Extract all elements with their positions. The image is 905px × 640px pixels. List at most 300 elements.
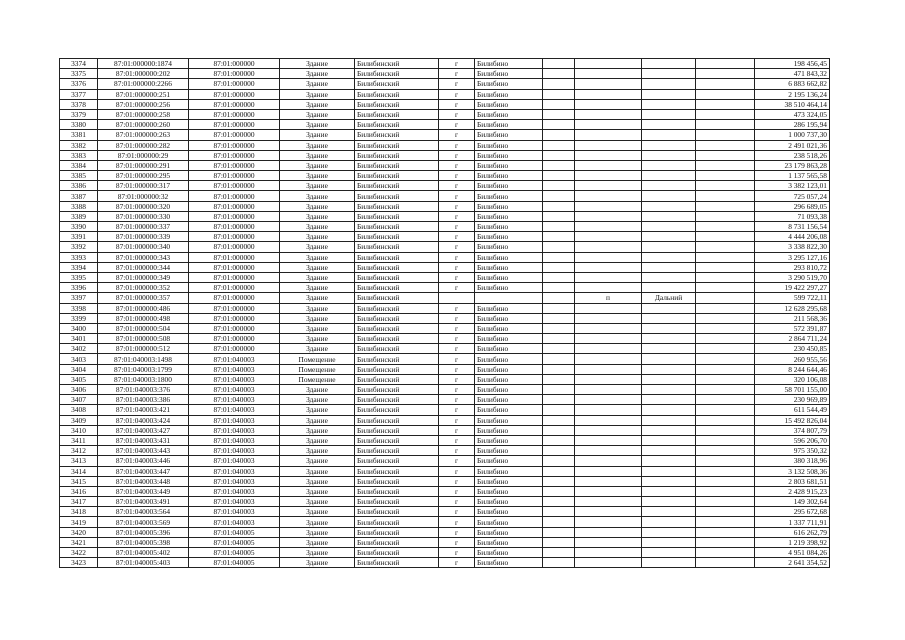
object-type-cell: Здание	[280, 79, 355, 89]
locality-type-cell	[575, 59, 642, 69]
locality-name-cell	[642, 323, 696, 333]
locality-name-cell	[642, 59, 696, 69]
object-type-cell: Здание	[280, 313, 355, 323]
extra-cell-1	[543, 252, 575, 262]
district-cell: Билибинский	[355, 303, 439, 313]
row-number-cell: 3399	[60, 313, 98, 323]
row-number-cell: 3421	[60, 537, 98, 547]
settlement-name-cell: Билибино	[475, 456, 543, 466]
locality-name-cell	[642, 211, 696, 221]
settlement-type-cell: г	[439, 211, 475, 221]
locality-name-cell	[642, 171, 696, 181]
cadastral-quarter-cell: 87:01:000000	[189, 303, 280, 313]
extra-cell-1	[543, 232, 575, 242]
locality-type-cell	[575, 354, 642, 364]
row-number-cell: 3406	[60, 385, 98, 395]
district-cell: Билибинский	[355, 150, 439, 160]
row-number-cell: 3401	[60, 334, 98, 344]
cadastral-number-cell: 87:01:040003:376	[98, 385, 189, 395]
cadastral-value-cell: 2 195 136,24	[755, 89, 830, 99]
object-type-cell: Здание	[280, 99, 355, 109]
row-number-cell: 3416	[60, 486, 98, 496]
extra-cell-2	[696, 120, 755, 130]
cadastral-number-cell: 87:01:000000:486	[98, 303, 189, 313]
row-number-cell: 3418	[60, 507, 98, 517]
locality-name-cell	[642, 130, 696, 140]
settlement-name-cell: Билибино	[475, 272, 543, 282]
cadastral-quarter-cell: 87:01:000000	[189, 252, 280, 262]
cadastral-quarter-cell: 87:01:040003	[189, 395, 280, 405]
locality-type-cell	[575, 415, 642, 425]
cadastral-quarter-cell: 87:01:000000	[189, 109, 280, 119]
locality-type-cell	[575, 344, 642, 354]
locality-type-cell	[575, 446, 642, 456]
extra-cell-1	[543, 150, 575, 160]
object-type-cell: Здание	[280, 201, 355, 211]
locality-name-cell	[642, 334, 696, 344]
settlement-type-cell: г	[439, 222, 475, 232]
cadastral-value-cell: 2 803 681,51	[755, 476, 830, 486]
settlement-name-cell: Билибино	[475, 537, 543, 547]
cadastral-quarter-cell: 87:01:000000	[189, 211, 280, 221]
object-type-cell: Здание	[280, 69, 355, 79]
extra-cell-1	[543, 344, 575, 354]
extra-cell-2	[696, 334, 755, 344]
district-cell: Билибинский	[355, 130, 439, 140]
locality-type-cell: п	[575, 293, 642, 303]
extra-cell-2	[696, 69, 755, 79]
extra-cell-2	[696, 548, 755, 558]
settlement-type-cell: г	[439, 89, 475, 99]
row-number-cell: 3420	[60, 527, 98, 537]
settlement-type-cell: г	[439, 497, 475, 507]
extra-cell-1	[543, 262, 575, 272]
settlement-type-cell: г	[439, 140, 475, 150]
extra-cell-1	[543, 140, 575, 150]
settlement-name-cell: Билибино	[475, 507, 543, 517]
cadastral-value-cell: 238 518,26	[755, 150, 830, 160]
settlement-type-cell: г	[439, 272, 475, 282]
district-cell: Билибинский	[355, 486, 439, 496]
cadastral-value-cell: 296 689,05	[755, 201, 830, 211]
cadastral-value-cell: 725 057,24	[755, 191, 830, 201]
settlement-type-cell: г	[439, 476, 475, 486]
object-type-cell: Здание	[280, 537, 355, 547]
extra-cell-1	[543, 405, 575, 415]
settlement-name-cell: Билибино	[475, 405, 543, 415]
settlement-type-cell: г	[439, 548, 475, 558]
extra-cell-2	[696, 140, 755, 150]
district-cell: Билибинский	[355, 507, 439, 517]
row-number-cell: 3393	[60, 252, 98, 262]
district-cell: Билибинский	[355, 211, 439, 221]
cadastral-value-cell: 975 350,32	[755, 446, 830, 456]
cadastral-quarter-cell: 87:01:000000	[189, 272, 280, 282]
extra-cell-1	[543, 99, 575, 109]
settlement-type-cell: г	[439, 109, 475, 119]
row-number-cell: 3403	[60, 354, 98, 364]
district-cell: Билибинский	[355, 140, 439, 150]
settlement-type-cell: г	[439, 364, 475, 374]
district-cell: Билибинский	[355, 517, 439, 527]
cadastral-quarter-cell: 87:01:000000	[189, 344, 280, 354]
settlement-type-cell: г	[439, 446, 475, 456]
settlement-name-cell: Билибино	[475, 425, 543, 435]
extra-cell-2	[696, 232, 755, 242]
settlement-name-cell: Билибино	[475, 232, 543, 242]
settlement-name-cell: Билибино	[475, 344, 543, 354]
settlement-name-cell: Билибино	[475, 548, 543, 558]
settlement-type-cell: г	[439, 334, 475, 344]
locality-name-cell	[642, 252, 696, 262]
cadastral-quarter-cell: 87:01:040003	[189, 507, 280, 517]
settlement-type-cell: г	[439, 59, 475, 69]
locality-type-cell	[575, 405, 642, 415]
extra-cell-1	[543, 476, 575, 486]
table-row	[60, 272, 830, 282]
district-cell: Билибинский	[355, 59, 439, 69]
cadastral-value-cell: 38 510 464,14	[755, 99, 830, 109]
settlement-type-cell: г	[439, 313, 475, 323]
cadastral-value-cell: 1 219 398,92	[755, 537, 830, 547]
cadastral-value-cell: 8 244 644,46	[755, 364, 830, 374]
table-row	[60, 344, 830, 354]
object-type-cell: Здание	[280, 425, 355, 435]
extra-cell-2	[696, 476, 755, 486]
cadastral-number-cell: 87:01:000000:349	[98, 272, 189, 282]
cadastral-value-cell: 3 290 519,70	[755, 272, 830, 282]
settlement-type-cell: г	[439, 537, 475, 547]
settlement-type-cell: г	[439, 150, 475, 160]
object-type-cell: Здание	[280, 222, 355, 232]
cadastral-quarter-cell: 87:01:000000	[189, 334, 280, 344]
cadastral-value-cell: 3 338 822,30	[755, 242, 830, 252]
locality-type-cell	[575, 456, 642, 466]
extra-cell-1	[543, 456, 575, 466]
table-row	[60, 79, 830, 89]
extra-cell-2	[696, 354, 755, 364]
locality-name-cell	[642, 507, 696, 517]
cadastral-number-cell: 87:01:040003:1799	[98, 364, 189, 374]
settlement-type-cell: г	[439, 354, 475, 364]
locality-type-cell	[575, 466, 642, 476]
district-cell: Билибинский	[355, 466, 439, 476]
row-number-cell: 3402	[60, 344, 98, 354]
cadastral-value-cell: 293 810,72	[755, 262, 830, 272]
extra-cell-1	[543, 334, 575, 344]
cadastral-quarter-cell: 87:01:040005	[189, 548, 280, 558]
district-cell: Билибинский	[355, 395, 439, 405]
object-type-cell: Здание	[280, 140, 355, 150]
settlement-type-cell: г	[439, 415, 475, 425]
locality-name-cell	[642, 313, 696, 323]
extra-cell-2	[696, 89, 755, 99]
locality-name-cell	[642, 262, 696, 272]
locality-name-cell	[642, 446, 696, 456]
object-type-cell: Здание	[280, 232, 355, 242]
district-cell: Билибинский	[355, 497, 439, 507]
settlement-type-cell: г	[439, 558, 475, 568]
locality-name-cell	[642, 201, 696, 211]
extra-cell-2	[696, 405, 755, 415]
table-row	[60, 242, 830, 252]
table-row	[60, 334, 830, 344]
extra-cell-2	[696, 486, 755, 496]
locality-name-cell	[642, 99, 696, 109]
object-type-cell: Здание	[280, 171, 355, 181]
extra-cell-1	[543, 79, 575, 89]
extra-cell-1	[543, 283, 575, 293]
extra-cell-2	[696, 435, 755, 445]
district-cell: Билибинский	[355, 293, 439, 303]
row-number-cell: 3383	[60, 150, 98, 160]
extra-cell-2	[696, 283, 755, 293]
table-row	[60, 181, 830, 191]
cadastral-value-cell: 260 955,56	[755, 354, 830, 364]
cadastral-value-cell: 4 444 206,08	[755, 232, 830, 242]
cadastral-quarter-cell: 87:01:000000	[189, 171, 280, 181]
row-number-cell: 3384	[60, 160, 98, 170]
row-number-cell: 3397	[60, 293, 98, 303]
settlement-name-cell: Билибино	[475, 69, 543, 79]
district-cell: Билибинский	[355, 344, 439, 354]
locality-type-cell	[575, 395, 642, 405]
locality-type-cell	[575, 303, 642, 313]
extra-cell-2	[696, 222, 755, 232]
extra-cell-1	[543, 201, 575, 211]
settlement-name-cell: Билибино	[475, 283, 543, 293]
cadastral-quarter-cell: 87:01:040003	[189, 446, 280, 456]
table-row	[60, 364, 830, 374]
locality-name-cell	[642, 548, 696, 558]
table-row	[60, 89, 830, 99]
cadastral-number-cell: 87:01:040003:569	[98, 517, 189, 527]
cadastral-value-cell: 3 295 127,16	[755, 252, 830, 262]
property-table	[59, 58, 830, 568]
cadastral-quarter-cell: 87:01:000000	[189, 150, 280, 160]
locality-type-cell	[575, 517, 642, 527]
settlement-type-cell: г	[439, 303, 475, 313]
object-type-cell: Здание	[280, 252, 355, 262]
cadastral-quarter-cell: 87:01:000000	[189, 323, 280, 333]
settlement-type-cell: г	[439, 160, 475, 170]
object-type-cell: Здание	[280, 130, 355, 140]
table-row	[60, 558, 830, 568]
cadastral-quarter-cell: 87:01:000000	[189, 140, 280, 150]
object-type-cell: Здание	[280, 507, 355, 517]
locality-type-cell	[575, 323, 642, 333]
cadastral-number-cell: 87:01:000000:1874	[98, 59, 189, 69]
settlement-name-cell: Билибино	[475, 262, 543, 272]
settlement-type-cell: г	[439, 456, 475, 466]
locality-type-cell	[575, 497, 642, 507]
cadastral-number-cell: 87:01:000000:291	[98, 160, 189, 170]
settlement-type-cell: г	[439, 171, 475, 181]
extra-cell-1	[543, 171, 575, 181]
cadastral-quarter-cell: 87:01:000000	[189, 181, 280, 191]
settlement-name-cell: Билибино	[475, 435, 543, 445]
settlement-name-cell: Билибино	[475, 486, 543, 496]
extra-cell-2	[696, 507, 755, 517]
settlement-name-cell: Билибино	[475, 59, 543, 69]
settlement-name-cell: Билибино	[475, 354, 543, 364]
extra-cell-2	[696, 109, 755, 119]
settlement-type-cell: г	[439, 507, 475, 517]
settlement-type-cell: г	[439, 130, 475, 140]
row-number-cell: 3380	[60, 120, 98, 130]
object-type-cell: Здание	[280, 120, 355, 130]
cadastral-quarter-cell: 87:01:000000	[189, 191, 280, 201]
extra-cell-2	[696, 303, 755, 313]
settlement-type-cell: г	[439, 527, 475, 537]
settlement-name-cell: Билибино	[475, 374, 543, 384]
extra-cell-2	[696, 364, 755, 374]
settlement-name-cell: Билибино	[475, 558, 543, 568]
row-number-cell: 3415	[60, 476, 98, 486]
locality-name-cell	[642, 354, 696, 364]
row-number-cell: 3376	[60, 79, 98, 89]
locality-name-cell	[642, 150, 696, 160]
cadastral-value-cell: 23 179 863,28	[755, 160, 830, 170]
extra-cell-2	[696, 425, 755, 435]
row-number-cell: 3413	[60, 456, 98, 466]
extra-cell-2	[696, 293, 755, 303]
row-number-cell: 3392	[60, 242, 98, 252]
extra-cell-2	[696, 99, 755, 109]
settlement-type-cell: г	[439, 283, 475, 293]
object-type-cell: Здание	[280, 497, 355, 507]
district-cell: Билибинский	[355, 334, 439, 344]
extra-cell-2	[696, 395, 755, 405]
cadastral-value-cell: 58 701 155,00	[755, 385, 830, 395]
row-number-cell: 3387	[60, 191, 98, 201]
settlement-name-cell: Билибино	[475, 79, 543, 89]
cadastral-number-cell: 87:01:040005:398	[98, 537, 189, 547]
cadastral-value-cell: 599 722,11	[755, 293, 830, 303]
cadastral-quarter-cell: 87:01:000000	[189, 59, 280, 69]
cadastral-value-cell: 3 132 508,36	[755, 466, 830, 476]
cadastral-quarter-cell: 87:01:040005	[189, 527, 280, 537]
cadastral-number-cell: 87:01:000000:339	[98, 232, 189, 242]
row-number-cell: 3417	[60, 497, 98, 507]
cadastral-quarter-cell: 87:01:000000	[189, 283, 280, 293]
table-row	[60, 160, 830, 170]
cadastral-quarter-cell: 87:01:000000	[189, 120, 280, 130]
locality-type-cell	[575, 171, 642, 181]
object-type-cell: Здание	[280, 150, 355, 160]
settlement-name-cell: Билибино	[475, 99, 543, 109]
cadastral-quarter-cell: 87:01:000000	[189, 69, 280, 79]
locality-type-cell	[575, 537, 642, 547]
table-row	[60, 140, 830, 150]
extra-cell-1	[543, 497, 575, 507]
extra-cell-2	[696, 79, 755, 89]
table-row	[60, 456, 830, 466]
object-type-cell: Здание	[280, 272, 355, 282]
row-number-cell: 3398	[60, 303, 98, 313]
settlement-type-cell	[439, 293, 475, 303]
cadastral-quarter-cell: 87:01:000000	[189, 313, 280, 323]
cadastral-number-cell: 87:01:000000:357	[98, 293, 189, 303]
cadastral-number-cell: 87:01:040003:448	[98, 476, 189, 486]
extra-cell-1	[543, 323, 575, 333]
cadastral-number-cell: 87:01:040003:446	[98, 456, 189, 466]
cadastral-value-cell: 2 491 021,36	[755, 140, 830, 150]
district-cell: Билибинский	[355, 435, 439, 445]
locality-type-cell	[575, 262, 642, 272]
district-cell: Билибинский	[355, 89, 439, 99]
object-type-cell: Здание	[280, 59, 355, 69]
locality-name-cell	[642, 486, 696, 496]
locality-type-cell	[575, 334, 642, 344]
locality-name-cell	[642, 120, 696, 130]
table-row	[60, 191, 830, 201]
extra-cell-1	[543, 181, 575, 191]
locality-type-cell	[575, 527, 642, 537]
district-cell: Билибинский	[355, 69, 439, 79]
cadastral-number-cell: 87:01:040005:403	[98, 558, 189, 568]
row-number-cell: 3388	[60, 201, 98, 211]
extra-cell-1	[543, 486, 575, 496]
object-type-cell: Здание	[280, 558, 355, 568]
extra-cell-1	[543, 272, 575, 282]
cadastral-quarter-cell: 87:01:040003	[189, 486, 280, 496]
extra-cell-2	[696, 211, 755, 221]
extra-cell-2	[696, 537, 755, 547]
district-cell: Билибинский	[355, 262, 439, 272]
cadastral-value-cell: 2 428 915,23	[755, 486, 830, 496]
row-number-cell: 3381	[60, 130, 98, 140]
locality-name-cell	[642, 344, 696, 354]
cadastral-value-cell: 286 195,94	[755, 120, 830, 130]
locality-type-cell	[575, 272, 642, 282]
row-number-cell: 3391	[60, 232, 98, 242]
cadastral-value-cell: 198 456,45	[755, 59, 830, 69]
table-row	[60, 517, 830, 527]
table-row	[60, 232, 830, 242]
cadastral-number-cell: 87:01:000000:29	[98, 150, 189, 160]
cadastral-number-cell: 87:01:000000:282	[98, 140, 189, 150]
cadastral-value-cell: 320 106,08	[755, 374, 830, 384]
object-type-cell: Помещение	[280, 374, 355, 384]
district-cell: Билибинский	[355, 456, 439, 466]
extra-cell-1	[543, 109, 575, 119]
table-row	[60, 507, 830, 517]
cadastral-number-cell: 87:01:040003:491	[98, 497, 189, 507]
extra-cell-1	[543, 558, 575, 568]
table-row	[60, 405, 830, 415]
object-type-cell: Здание	[280, 293, 355, 303]
settlement-name-cell: Билибино	[475, 140, 543, 150]
cadastral-value-cell: 572 391,87	[755, 323, 830, 333]
cadastral-quarter-cell: 87:01:040003	[189, 374, 280, 384]
row-number-cell: 3422	[60, 548, 98, 558]
table-body	[60, 59, 830, 568]
cadastral-quarter-cell: 87:01:000000	[189, 99, 280, 109]
extra-cell-1	[543, 507, 575, 517]
locality-name-cell	[642, 527, 696, 537]
settlement-type-cell: г	[439, 79, 475, 89]
extra-cell-2	[696, 323, 755, 333]
cadastral-number-cell: 87:01:040003:564	[98, 507, 189, 517]
table-row	[60, 446, 830, 456]
cadastral-quarter-cell: 87:01:040003	[189, 354, 280, 364]
cadastral-value-cell: 3 382 123,01	[755, 181, 830, 191]
row-number-cell: 3408	[60, 405, 98, 415]
locality-type-cell	[575, 232, 642, 242]
cadastral-number-cell: 87:01:000000:32	[98, 191, 189, 201]
table-row	[60, 476, 830, 486]
